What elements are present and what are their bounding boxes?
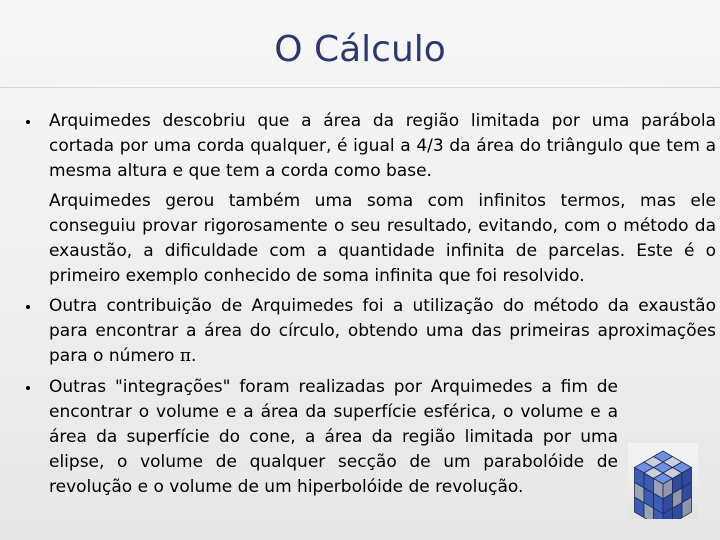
bullet-paragraph — [49, 294, 716, 369]
bullet-subparagraph: Arquimedes gerou também uma soma com infinitos termos, mas ele conseguiu provar rigorosamente o seu resultado, evitando, com o método da exaustão, a dificuldade com a quantidade infinita de parcelas. Este é o primeiro exemplo conhecido de soma infinita que foi resolvido. — [49, 191, 716, 286]
slide-title: O Cálculo — [274, 29, 446, 70]
bullet-dot — [26, 305, 30, 309]
bullet-dot — [26, 386, 30, 390]
bullet-item-archimedes-parabola — [26, 109, 716, 289]
bullet-dot — [26, 120, 30, 124]
pi-symbol: π — [179, 346, 191, 366]
bullet-item-archimedes-integrations — [26, 375, 618, 500]
bullet-item-archimedes-circle — [26, 294, 716, 369]
bullet-text: Outra contribuição de Arquimedes foi a utilização do método da exaustão para encontrar a área do círculo, obtendo uma das primeiras aproximações para o número — [49, 296, 716, 366]
rubiks-cube-icon — [628, 443, 698, 519]
slide-body — [26, 109, 716, 500]
bullet-paragraph: Arquimedes descobriu que a área da região limitada por uma parábola cortada por uma corda qualquer, é igual a 4/3 da área do triângulo que tem a mesma altura e que tem a corda como base. — [49, 111, 716, 181]
title-divider — [0, 85, 720, 87]
bullet-paragraph: Outras "integrações" foram realizadas por Arquimedes a fim de encontrar o volume e a área da superfície esférica, o volume e a área da superfície do cone, a área da região limitada por uma elipse, o volume de qualquer secção de um parabolóide de revolução e o volume de um hiperbolóide de revolução. — [49, 377, 618, 497]
bullet-suffix: . — [191, 346, 197, 366]
